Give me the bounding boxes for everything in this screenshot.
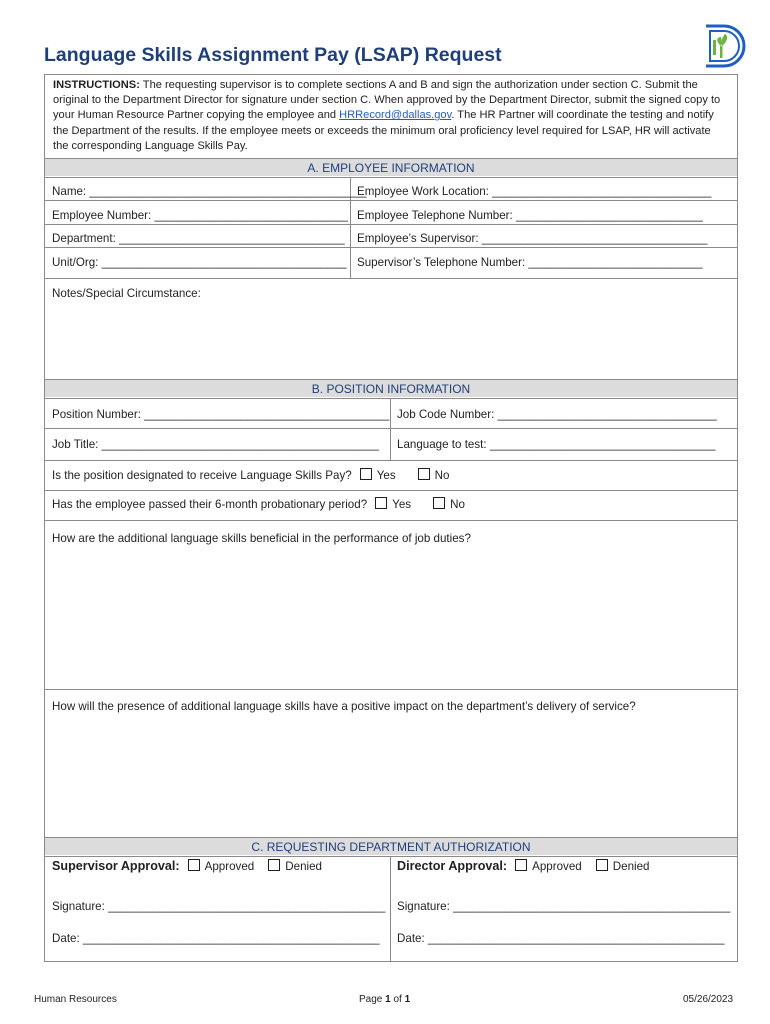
director-denied-checkbox[interactable] — [596, 859, 608, 871]
section-c-header: C. REQUESTING DEPARTMENT AUTHORIZATION — [45, 837, 737, 855]
probation-question-text: Has the employee passed their 6-month probationary period? — [52, 498, 368, 511]
supervisor-telephone-field[interactable]: Supervisor’s Telephone Number: ___________________________ — [357, 256, 703, 269]
language-to-test-field[interactable]: Language to test: ___________________________________ — [397, 438, 716, 451]
footer-page-number: 1 — [385, 994, 391, 1005]
job-code-field[interactable]: Job Code Number: __________________________________ — [397, 408, 717, 421]
dallas-d-logo-icon — [700, 22, 748, 70]
footer-page-of: of — [390, 994, 405, 1005]
instructions-text: The requesting supervisor is to complete sections A and B and sign the authorization under section C. Submit the original to the Department Director for signature under section C. When approved by the Department Director, submit the signed copy to your Human Resource Partner copying the employee and — [53, 79, 721, 122]
instructions-text-end: . The HR Partner will coordinate the testing and notify the Department of the results. If the employee meets or exceeds the minimum oral proficiency level required for LSAP, HR will activate the corresponding Language Skills Pay. — [53, 109, 714, 152]
designated-no-checkbox[interactable] — [418, 468, 430, 480]
department-field[interactable]: Department: ___________________________________ — [52, 232, 345, 245]
footer-department: Human Resources — [34, 994, 117, 1005]
supervisor-signature-field[interactable]: Signature: ___________________________________________ — [52, 900, 386, 913]
designated-question-text: Is the position designated to receive Language Skills Pay? — [52, 469, 352, 482]
employee-number-field[interactable]: Employee Number: ______________________________ — [52, 209, 348, 222]
employee-telephone-field[interactable]: Employee Telephone Number: _____________________________ — [357, 209, 703, 222]
work-location-field[interactable]: Employee Work Location: __________________________________ — [357, 185, 712, 198]
name-field[interactable]: Name: ___________________________________________ — [52, 185, 367, 198]
impact-question[interactable]: How will the presence of additional language skills have a positive impact on the department’s delivery of service? — [52, 700, 636, 713]
probation-no-checkbox[interactable] — [433, 497, 445, 509]
director-approved-label: Approved — [532, 860, 582, 873]
director-approved-checkbox[interactable] — [515, 859, 527, 871]
probation-yes-label: Yes — [392, 498, 412, 511]
designated-yes-checkbox[interactable] — [360, 468, 372, 480]
supervisor-approved-label: Approved — [204, 860, 255, 873]
director-denied-label: Denied — [612, 860, 650, 873]
supervisor-approval — [52, 859, 322, 873]
director-date-field[interactable]: Date: ______________________________________________ — [397, 932, 725, 945]
director-signature-field[interactable]: Signature: ___________________________________________ — [397, 900, 731, 913]
director-approval — [397, 859, 650, 873]
probation-yes-checkbox[interactable] — [375, 497, 387, 509]
footer-page-total: 1 — [404, 994, 411, 1005]
hr-email-link[interactable]: HRRecord@dallas.gov — [339, 109, 452, 122]
supervisor-approved-checkbox[interactable] — [188, 859, 200, 871]
supervisor-approval-label: Supervisor Approval: — [52, 859, 180, 873]
designated-question — [52, 468, 449, 482]
form-frame — [44, 74, 738, 962]
unit-org-field[interactable]: Unit/Org: ______________________________________ — [52, 256, 347, 269]
page-title: Language Skills Assignment Pay (LSAP) Request — [44, 44, 502, 66]
supervisor-denied-label: Denied — [285, 860, 322, 873]
designated-yes-label: Yes — [376, 469, 396, 482]
job-title-field[interactable]: Job Title: ___________________________________________ — [52, 438, 379, 451]
footer-date: 05/26/2023 — [683, 994, 734, 1005]
instructions — [53, 78, 729, 154]
footer-page-prefix: Page — [359, 994, 386, 1005]
employee-supervisor-field[interactable]: Employee’s Supervisor: ___________________________________ — [357, 232, 708, 245]
probation-no-label: No — [450, 498, 465, 511]
supervisor-denied-checkbox[interactable] — [268, 859, 280, 871]
section-b-header: B. POSITION INFORMATION — [45, 379, 737, 397]
instructions-lead: INSTRUCTIONS: — [53, 79, 140, 91]
probation-question — [52, 497, 465, 511]
footer-page — [359, 994, 410, 1005]
director-approval-label: Director Approval: — [397, 859, 508, 873]
designated-no-label: No — [434, 469, 450, 482]
beneficial-question[interactable]: How are the additional language skills beneficial in the performance of job duties? — [52, 532, 471, 545]
notes-field[interactable]: Notes/Special Circumstance: — [52, 287, 201, 300]
section-a-header: A. EMPLOYEE INFORMATION — [45, 158, 737, 176]
supervisor-date-field[interactable]: Date: ______________________________________________ — [52, 932, 380, 945]
position-number-field[interactable]: Position Number: ______________________________________ — [52, 408, 390, 421]
